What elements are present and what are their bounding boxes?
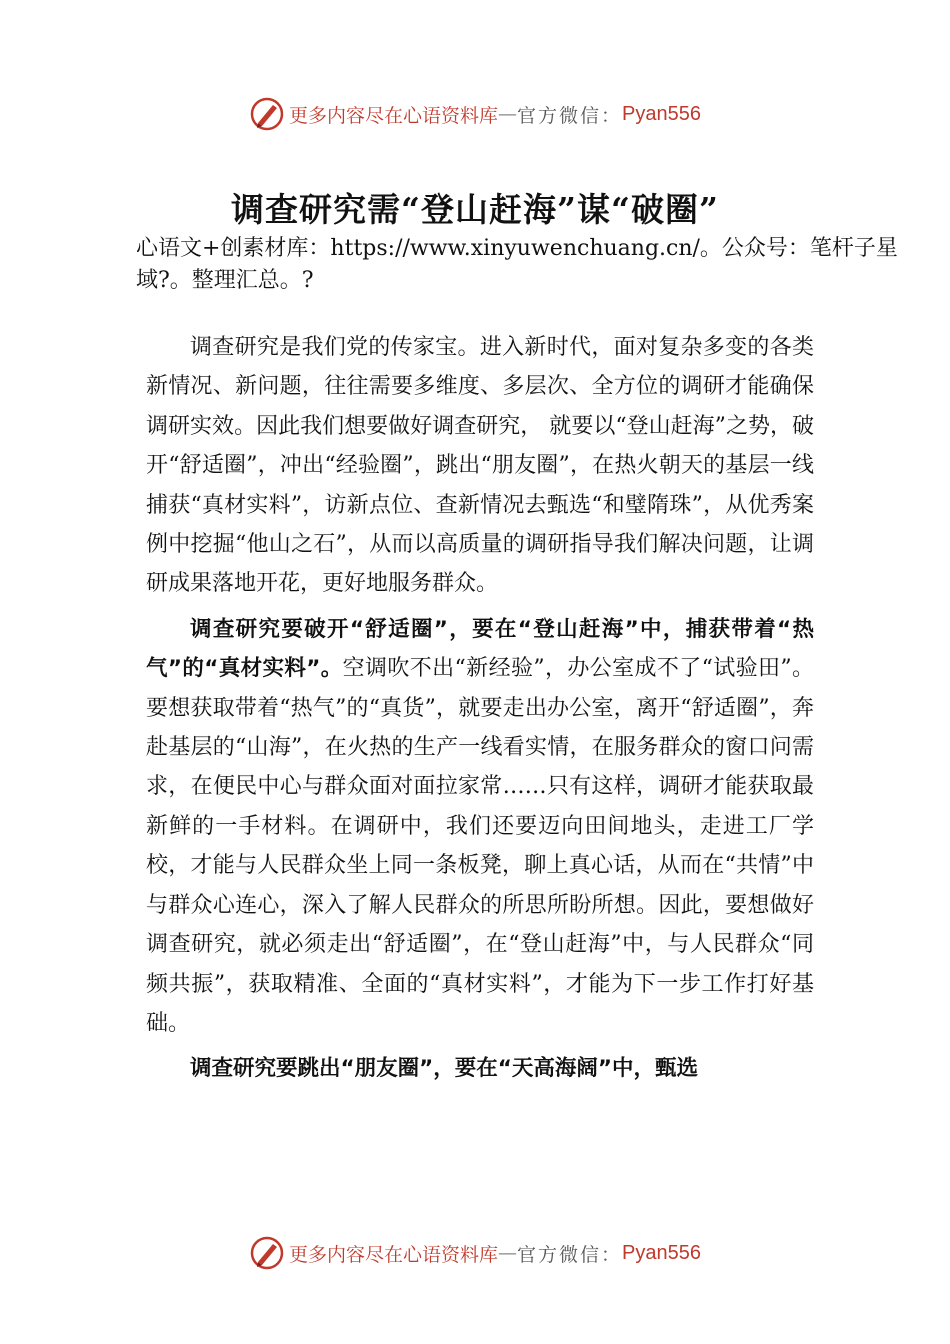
watermark-text: 更多内容尽在心语资料库 (289, 104, 499, 127)
wechat-id: Pyan556 (622, 1241, 701, 1264)
wechat-label: 官方微信： (517, 1243, 623, 1266)
paragraph-section-2 (146, 1049, 814, 1088)
watermark-separator: — (498, 103, 518, 125)
watermark-text: 更多内容尽在心语资料库 (289, 1243, 499, 1266)
watermark-separator: — (498, 1242, 518, 1264)
watermark-banner-bottom (0, 1233, 950, 1273)
paragraph-text: 空调吹不出“新经验”，办公室成不了“试验田”。要想获取带着“热气”的“真货”，就要走出办公室，离开“舒适圈”，奔赴基层的“山海”，在火热的生产一线看实情，在服务群众的窗口问需求，在便民中心与群众面对面拉家常……只有这样，调研才能获取最新鲜的一手材料。在调研中，我们还要迈向田间地头，走进工厂学校，才能与人民群众坐上同一条板凳，聊上真心话，从而在“共情”中与群众心连心，深入了解人民群众的所思所盼所想。因此，要想做好调查研究，就必须走出“舒适圈”，在“登山赶海”中，与人民群众“同频共振”，获取精准、全面的“真材实料”，才能为下一步工作打好基础。 (146, 656, 814, 1036)
document-body (146, 328, 814, 1089)
paragraph-intro (146, 328, 814, 604)
section-heading: 调查研究要跳出“朋友圈”，要在“天高海阔”中，甄选 (190, 1056, 699, 1082)
pen-logo-icon (249, 96, 285, 132)
wechat-id: Pyan556 (622, 102, 701, 125)
document-title: 调查研究需“登山赶海”谋“破圈” (231, 190, 719, 229)
section-heading: 调查研究要破开“舒适圈”，要在“登山赶海”中，捕获带着“热气”的“真材实料”。 (146, 616, 814, 682)
wechat-label: 官方微信： (517, 104, 623, 127)
paragraph-text: 调查研究是我们党的传家宝。进入新时代，面对复杂多变的各类新情况、新问题，往往需要多维度、多层次、全方位的调研才能确保调研实效。因此我们想要做好调查研究， 就要以“登山赶海”之势，破开“舒适圈”，冲出“经验圈”，跳出“朋友圈”，在热火朝天的基层一线捕获“真材实料”，访新点位、查新情况去甄选“和璧隋珠”，从优秀案例中挖掘“他山之石”，从而以高质量的调研指导我们解决问题，让调研成果落地开花，更好地服务群众。 (146, 335, 814, 597)
pen-logo-icon (249, 1235, 285, 1271)
paragraph-section-1 (146, 610, 814, 1043)
source-line: 心语文+创素材库：https://www.xinyuwenchuang.cn/。公众号：笔杆子星域?。整理汇总。? (136, 236, 898, 293)
watermark-banner-top (0, 94, 950, 134)
